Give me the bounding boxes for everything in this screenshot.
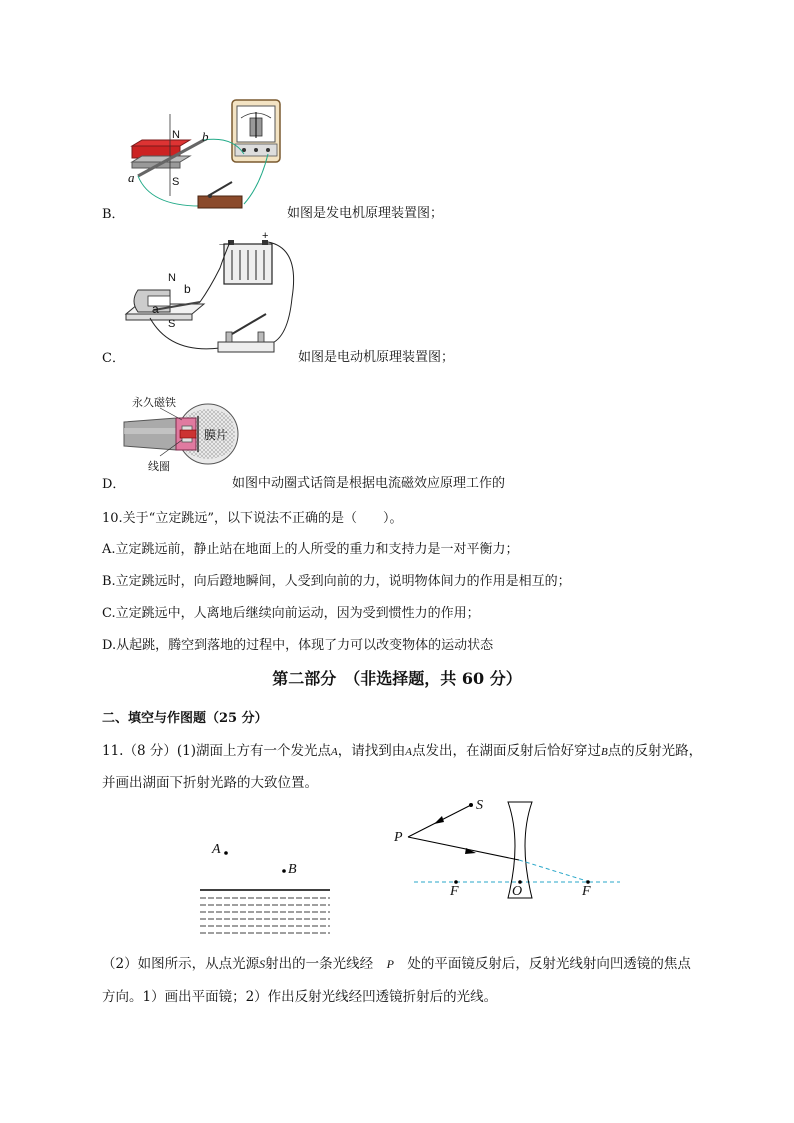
lens-f2-label: F — [582, 884, 591, 899]
q11-p1-B: B — [600, 746, 608, 758]
q11-p1-A: A — [330, 746, 338, 758]
q11-p1-a: 11.（8 分）(1)湖面上方有一个发光点 — [102, 743, 331, 759]
option-b-letter: B． — [102, 207, 125, 222]
microphone-figure — [120, 390, 260, 476]
q11-part1-line1 — [102, 739, 702, 759]
lens-figure — [392, 796, 624, 902]
q11-p1-c: 点发出，在湖面反射后恰好穿过 — [411, 743, 601, 759]
q11-p1-A2: A — [405, 746, 412, 758]
option-d-letter: D． — [102, 477, 126, 492]
q10-option-b: B.立定跳远时，向后蹬地瞬间，人受到向前的力，说明物体间力的作用是相互的； — [102, 574, 571, 589]
figure-b-label-b: b — [202, 129, 209, 144]
q11-p2-P: P — [386, 957, 394, 971]
section-heading: 二、填空与作图题（25 分） — [102, 711, 268, 726]
part2-title: 第二部分 （非选择题，共 60 分） — [272, 669, 522, 688]
q11-p2-c: 处的平面镜反射后，反射光线射向凹透镜的焦点 — [393, 956, 691, 972]
q10-option-a: A.立定跳远前，静止站在地面上的人所受的重力和支持力是一对平衡力； — [102, 542, 519, 557]
figure-d-diaphragm-label: 膜片 — [204, 428, 229, 442]
figure-b-label-n: N — [172, 129, 180, 141]
figure-d-coil-label: 线圈 — [148, 461, 170, 473]
lake-point-a-label: A — [212, 842, 221, 857]
q11-p2-S: S — [259, 957, 266, 971]
figure-b-label-s: S — [172, 176, 180, 188]
lens-s-label: S — [476, 798, 483, 813]
generator-figure — [120, 96, 290, 214]
q11-p1-d: 点的反射光路， — [607, 743, 703, 759]
option-c-letter: C． — [102, 351, 125, 366]
figure-c-label-a: a — [152, 302, 159, 316]
figure-c-label-n: N — [168, 272, 176, 284]
option-d-text: 如图中动圈式话筒是根据电流磁效应原理工作的 — [232, 476, 506, 491]
q10-option-c: C.立定跳远中，人离地后继续向前运动，因为受到惯性力的作用； — [102, 606, 480, 621]
q11-part1-line2: 并画出湖面下折射光路的大致位置。 — [102, 775, 318, 791]
q10-stem: 10.关于“立定跳远”，以下说法不正确的是（ ）。 — [102, 511, 403, 526]
figure-c-label-s: S — [168, 318, 176, 330]
figure-d-magnet-label: 永久磁铁 — [132, 397, 176, 409]
option-b-text: 如图是发电机原理装置图； — [287, 206, 444, 221]
lens-o-label: O — [512, 884, 523, 899]
q11-p1-b: ，请找到由 — [337, 743, 406, 759]
lake-figure — [196, 836, 334, 936]
lens-f1-label: F — [450, 884, 459, 899]
q11-part2-line1 — [102, 952, 691, 972]
q11-p2-b: 射出的一条光线经 — [265, 956, 387, 972]
lens-p-label: P — [394, 830, 403, 845]
q11-p2-a: （2）如图所示，从点光源 — [102, 956, 260, 972]
figure-b-label-a: a — [128, 170, 135, 185]
lake-point-b-label: B — [288, 862, 297, 877]
motor-figure — [120, 228, 300, 358]
figure-c-plus: + — [262, 230, 269, 242]
figure-c-minus: － — [218, 239, 229, 251]
q10-option-d: D.从起跳，腾空到落地的过程中，体现了力可以改变物体的运动状态 — [102, 638, 494, 653]
option-c-text: 如图是电动机原理装置图； — [298, 350, 455, 365]
figure-c-label-b: b — [184, 282, 191, 296]
q11-part2-line2: 方向。1）画出平面镜；2）作出反射光线经凹透镜折射后的光线。 — [102, 989, 498, 1005]
